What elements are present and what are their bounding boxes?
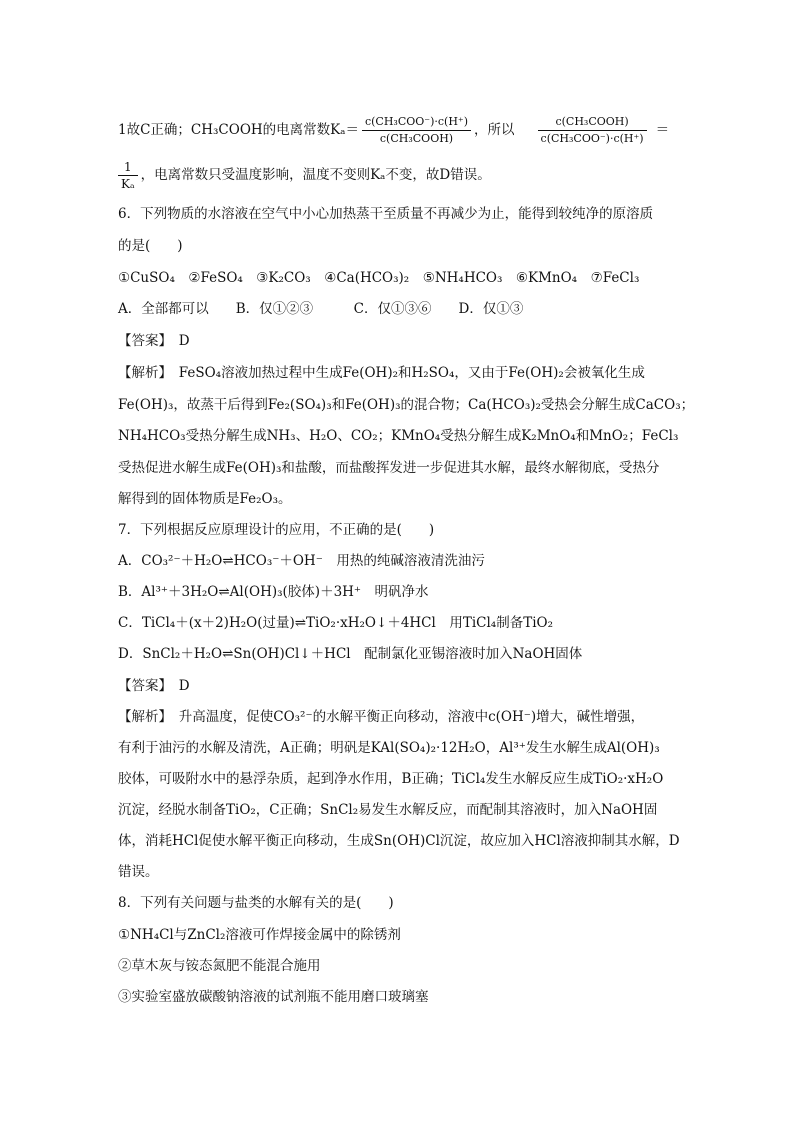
text-segment: ，所以: [474, 122, 515, 138]
question-7-explanation: 有利于油污的水解及清洗，A正确；明矾是KAl(SO₄)₂·12H₂O，Al³⁺发生水解生成Al(OH)₃: [118, 740, 660, 756]
question-7-explanation: 体，消耗HCl促使水解平衡正向移动，生成Sn(OH)Cl沉淀，故应加入HCl溶液抑制其水解，D: [118, 833, 680, 849]
fraction-denominator: c(CH₃COOH): [379, 132, 454, 145]
question-7-explanation: 【解析】 升高温度，促使CO₃²⁻的水解平衡正向移动，溶液中c(OH⁻)增大，碱性增强，: [118, 709, 645, 725]
fraction-denominator: Kₐ: [121, 177, 135, 191]
question-7-option-a: A．CO₃²⁻＋H₂O⇌HCO₃⁻＋OH⁻ 用热的纯碱溶液清洗油污: [118, 553, 485, 569]
question-7-option-d: D．SnCl₂＋H₂O⇌Sn(OH)Cl↓＋HCl 配制氯化亚锡溶液时加入NaOH固体: [118, 646, 583, 662]
fraction-numerator: c(CH₃COOH): [538, 115, 647, 131]
formula-line-ka: [118, 115, 669, 146]
question-7-explanation: 错误。: [118, 864, 159, 880]
question-8-item-3: ③实验室盛放碳酸钠溶液的试剂瓶不能用磨口玻璃塞: [118, 989, 429, 1005]
question-7-option-c: C．TiCl₄＋(x＋2)H₂O(过量)⇌TiO₂·xH₂O↓＋4HCl 用TiCl₄制备TiO₂: [118, 615, 554, 631]
question-6-answer: 【答案】 D: [118, 333, 190, 349]
text-segment: ，电离常数只受温度影响，温度不变则Kₐ不变，故D错误。: [140, 167, 491, 183]
question-8-stem: 8．下列有关问题与盐类的水解有关的是( ): [118, 895, 394, 911]
question-6-stem-cont: 的是( ): [118, 238, 183, 254]
text-segment: ＝: [655, 122, 670, 138]
question-6-explanation: 解得到的固体物质是Fe₂O₃。: [118, 491, 292, 507]
text-line: [118, 160, 491, 191]
one-over-ka-fraction: [118, 160, 138, 191]
question-6-items: ①CuSO₄ ②FeSO₄ ③K₂CO₃ ④Ca(HCO₃)₂ ⑤NH₄HCO₃ ⑥KMnO₄ ⑦FeCl₃: [118, 270, 640, 286]
fraction-denominator: c(CH₃COO⁻)·c(H⁺): [540, 132, 644, 145]
fraction-numerator: c(CH₃COO⁻)·c(H⁺): [362, 115, 471, 131]
text-segment: 1故C正确；CH₃COOH的电离常数Kₐ＝: [118, 122, 359, 138]
question-8-item-2: ②草木灰与铵态氮肥不能混合施用: [118, 958, 321, 974]
question-7-answer: 【答案】 D: [118, 678, 190, 694]
fraction-numerator: 1: [118, 160, 138, 176]
question-6-explanation: Fe(OH)₃，故蒸干后得到Fe₂(SO₄)₃和Fe(OH)₃的混合物；Ca(HCO₃)₂受热会分解生成CaCO₃；: [118, 397, 695, 413]
inverse-ka-fraction: [538, 115, 647, 146]
question-7-stem: 7．下列根据反应原理设计的应用，不正确的是( ): [118, 522, 435, 538]
ka-fraction: [362, 115, 471, 146]
question-6-explanation: NH₄HCO₃受热分解生成NH₃、H₂O、CO₂；KMnO₄受热分解生成K₂MnO₄和MnO₂；FeCl₃: [118, 428, 679, 444]
question-6-stem: 6．下列物质的水溶液在空气中小心加热蒸干至质量不再减少为止，能得到较纯净的原溶质: [118, 206, 654, 222]
question-7-explanation: 胶体，可吸附水中的悬浮杂质，起到净水作用，B正确；TiCl₄发生水解反应生成TiO₂·xH₂O: [118, 771, 664, 787]
question-7-option-b: B．Al³⁺＋3H₂O⇌Al(OH)₃(胶体)＋3H⁺ 明矾净水: [118, 584, 429, 600]
question-7-explanation: 沉淀，经脱水制备TiO₂，C正确；SnCl₂易发生水解反应，而配制其溶液时，加入NaOH固: [118, 802, 658, 818]
question-6-options: A．全部都可以 B．仅①②③ C．仅①③⑥ D．仅①③: [118, 301, 524, 317]
question-6-explanation: 受热促进水解生成Fe(OH)₃和盐酸，而盐酸挥发进一步促进其水解，最终水解彻底，受热分: [118, 460, 660, 476]
question-6-explanation: 【解析】 FeSO₄溶液加热过程中生成Fe(OH)₂和H₂SO₄，又由于Fe(OH)₂会被氧化生成: [118, 365, 645, 381]
question-8-item-1: ①NH₄Cl与ZnCl₂溶液可作焊接金属中的除锈剂: [118, 927, 401, 943]
